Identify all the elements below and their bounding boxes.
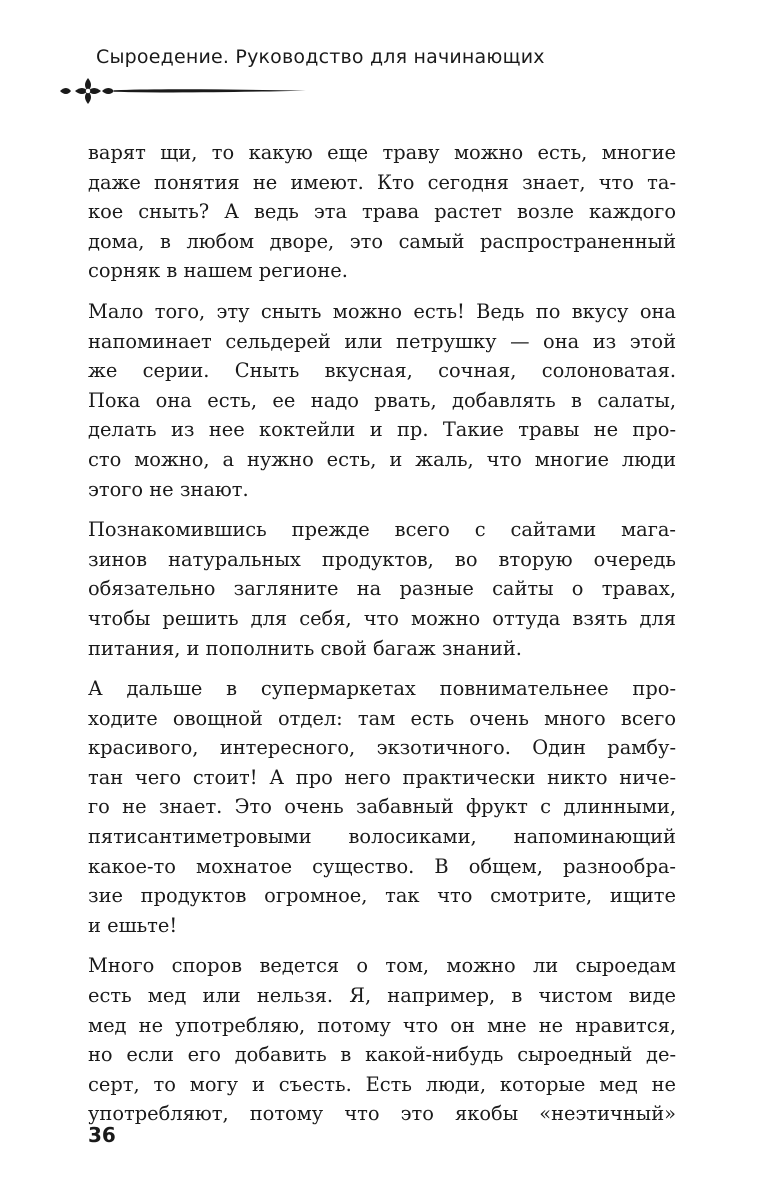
text-line: Мало того, эту сныть можно есть! Ведь по вкусу она xyxy=(88,299,676,323)
text-line: этого не знают. xyxy=(88,477,249,501)
text-line: ходите овощной отдел: там есть очень много всего xyxy=(88,706,676,730)
text-line: напоминает сельдерей или петрушку — она из этой xyxy=(88,329,676,353)
text-line: употребляют, потому что это якобы «неэтичный» xyxy=(88,1102,676,1126)
text-line: серт, то могу и съесть. Есть люди, которые мед не xyxy=(88,1072,676,1096)
text-line: зинов натуральных продуктов, во вторую очередь xyxy=(88,547,676,571)
text-line: кое сныть? А ведь эта трава растет возле каждого xyxy=(88,200,676,224)
text-line: делать из нее коктейли и пр. Такие травы не про- xyxy=(88,418,676,442)
text-line: чтобы решить для себя, что можно оттуда взять для xyxy=(88,606,676,630)
body-text xyxy=(88,138,676,1140)
text-line: красивого, интересного, экзотичного. Один рамбу- xyxy=(88,736,676,760)
text-line: питания, и пополнить свой багаж знаний. xyxy=(88,636,522,660)
text-line: дома, в любом дворе, это самый распространенный xyxy=(88,229,676,253)
text-line: сорняк в нашем регионе. xyxy=(88,259,348,283)
text-line: сто можно, а нужно есть, и жаль, что многие люди xyxy=(88,447,676,471)
text-line: и ешьте! xyxy=(88,913,178,937)
text-line: Много споров ведется о том, можно ли сыроедам xyxy=(88,954,676,978)
page-number: 36 xyxy=(88,1123,116,1147)
text-line: го не знает. Это очень забавный фрукт с длинными, xyxy=(88,795,676,819)
text-line: но если его добавить в какой-нибудь сыроедный де- xyxy=(88,1043,676,1067)
paragraph xyxy=(88,674,676,940)
text-line: какое-то мохнатое существо. В общем, разнообра- xyxy=(88,854,676,878)
text-line: пятисантиметровыми волосиками, напоминающий xyxy=(88,825,676,849)
text-line: даже понятия не имеют. Кто сегодня знает, что та- xyxy=(88,170,676,194)
text-line: тан чего стоит! А про него практически никто ниче- xyxy=(88,765,676,789)
paragraph xyxy=(88,138,676,286)
paragraph xyxy=(88,515,676,663)
text-line: же серии. Сныть вкусная, сочная, солоноватая. xyxy=(88,359,676,383)
paragraph xyxy=(88,951,676,1129)
text-line: варят щи, то какую еще траву можно есть, многие xyxy=(88,141,676,164)
floral-divider-icon xyxy=(58,76,308,106)
text-line: есть мед или нельзя. Я, например, в чистом виде xyxy=(88,984,676,1008)
running-head: Сыроедение. Руководство для начинающих xyxy=(96,46,545,68)
text-line: зие продуктов огромное, так что смотрите, ищите xyxy=(88,884,676,908)
text-line: обязательно загляните на разные сайты о травах, xyxy=(88,577,676,601)
text-line: А дальше в супермаркетах повнимательнее про- xyxy=(88,677,676,701)
paragraph xyxy=(88,297,676,504)
text-line: Пока она есть, ее надо рвать, добавлять в салаты, xyxy=(88,388,676,412)
text-line: мед не употребляю, потому что он мне не нравится, xyxy=(88,1013,676,1037)
text-line: Познакомившись прежде всего с сайтами мага- xyxy=(88,518,676,542)
